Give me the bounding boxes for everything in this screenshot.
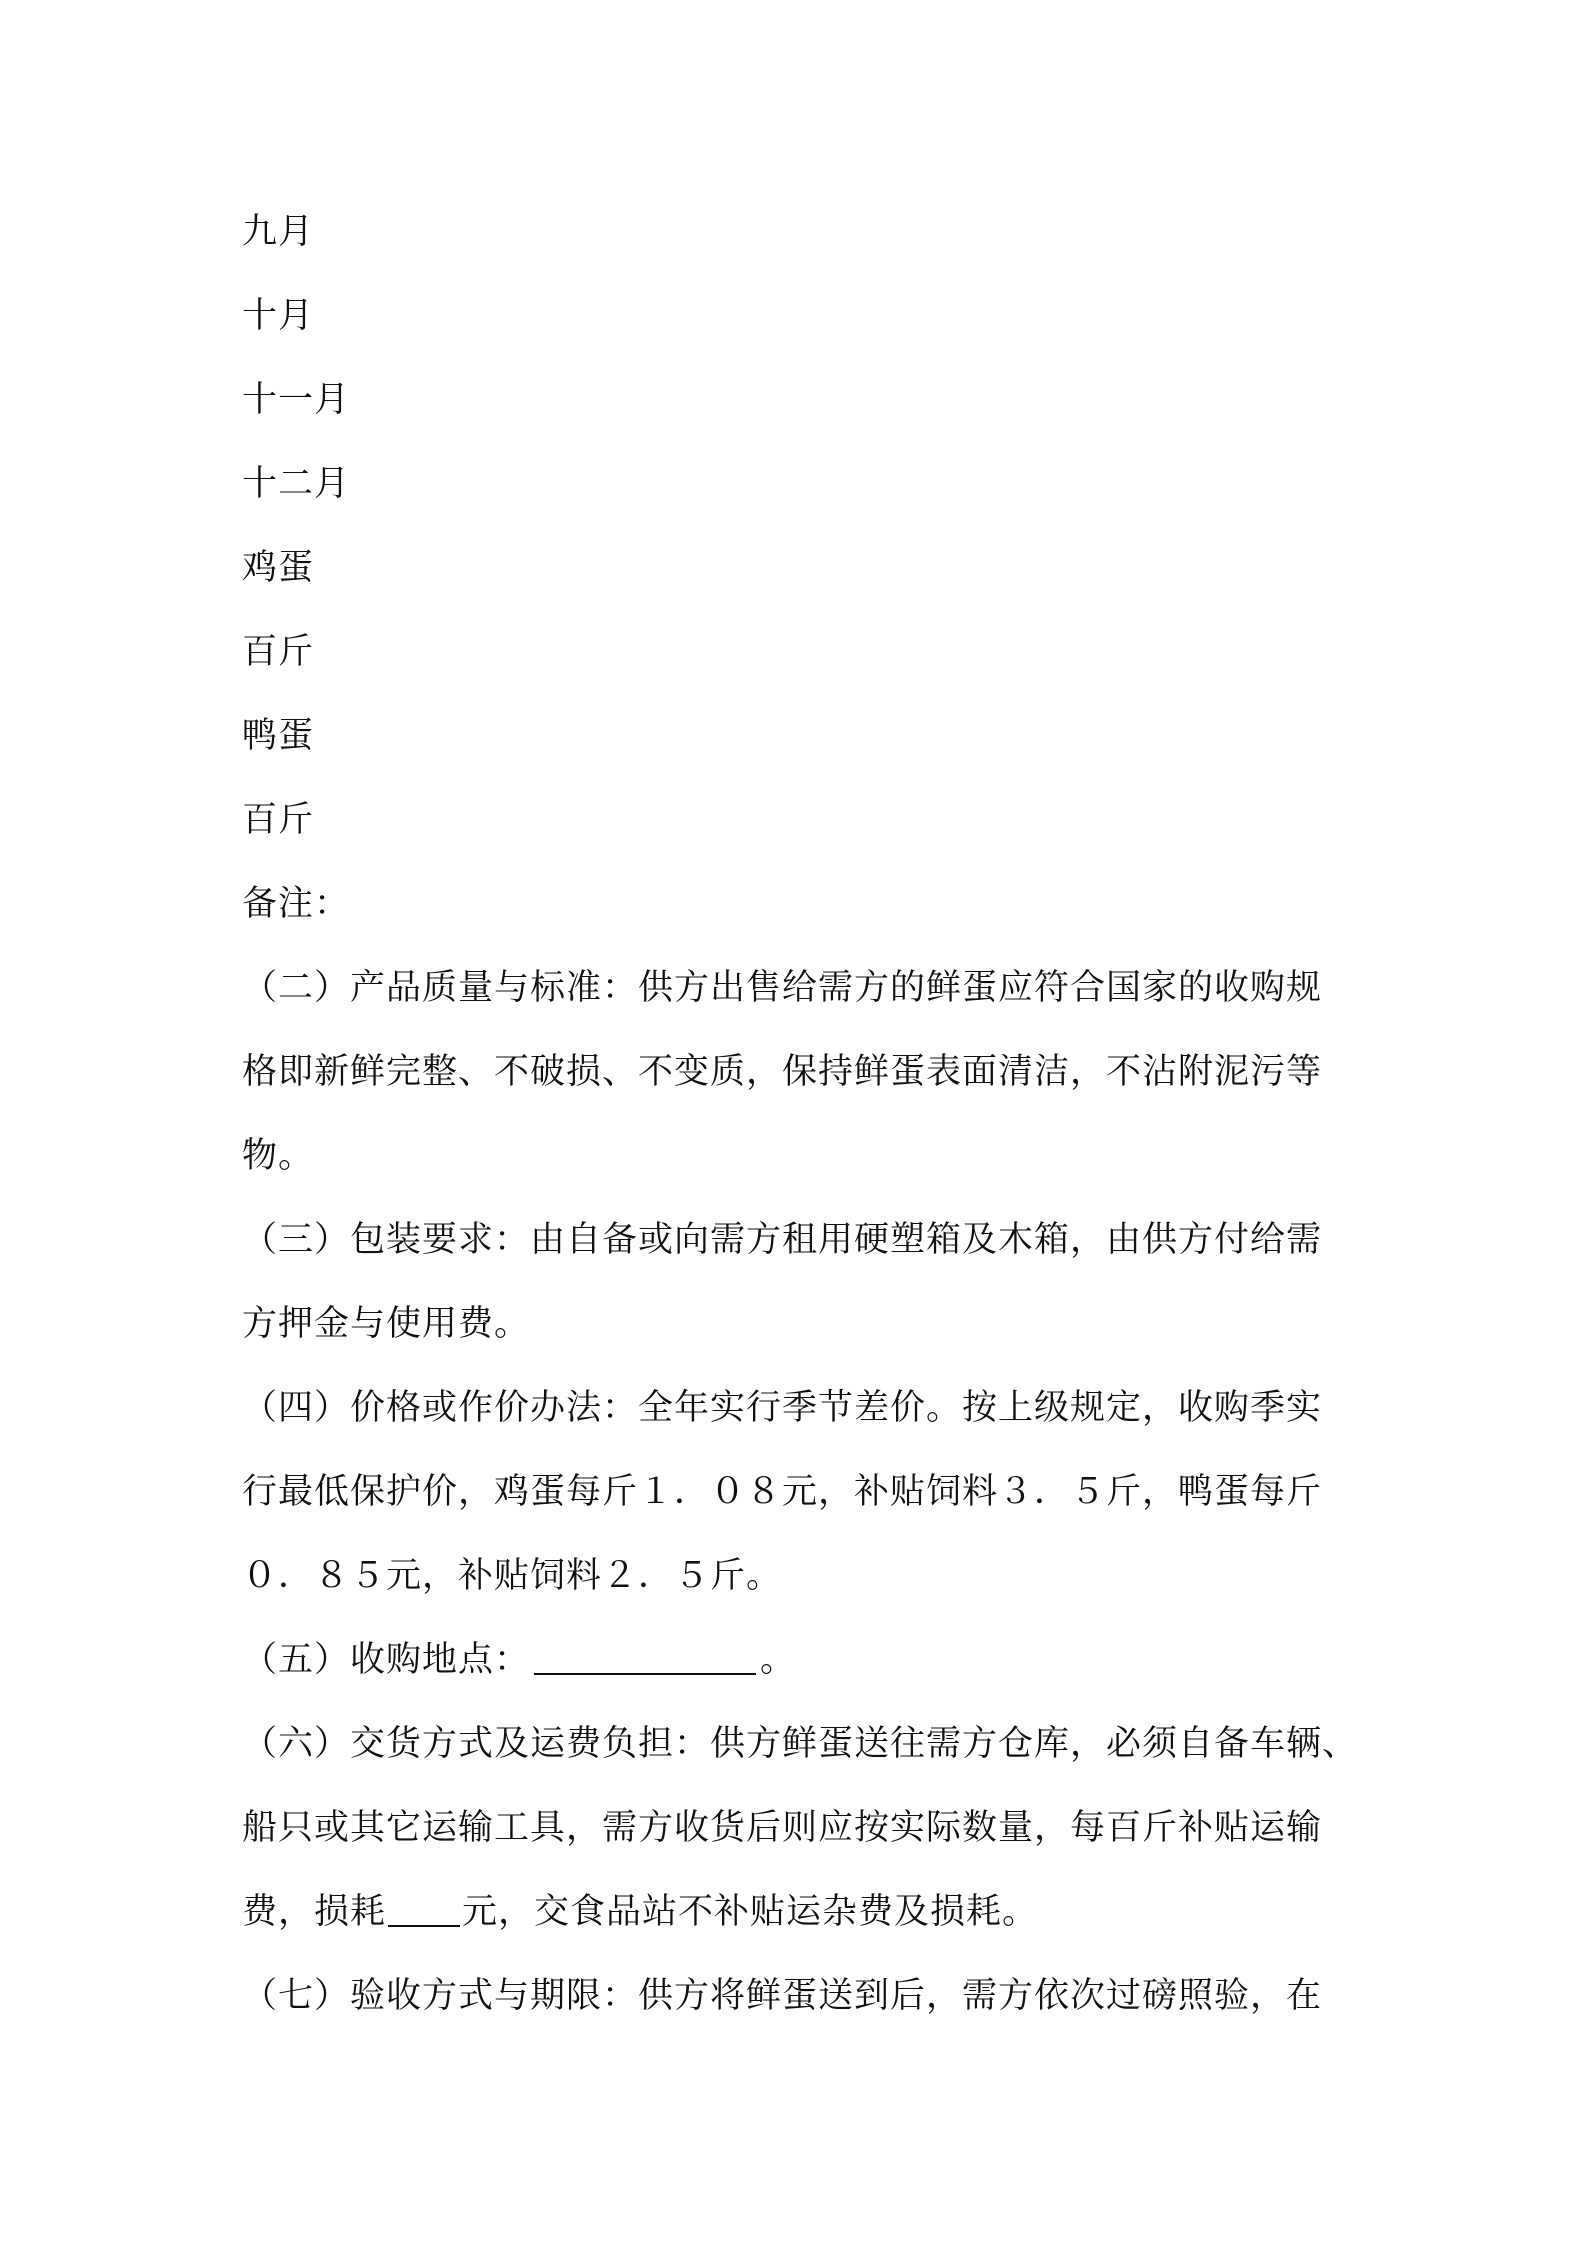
clause-line: 船只或其它运输工具，需方收货后则应按实际数量，每百斤补贴运输	[242, 1808, 1323, 1848]
loss-amount-blank-field	[388, 1891, 460, 1927]
month-row: 十二月	[242, 464, 351, 504]
clause-line: （七）验收方式与期限：供方将鲜蛋送到后，需方依次过磅照验，在	[242, 1976, 1323, 2016]
clause-line: 方押金与使用费。	[242, 1304, 531, 1344]
clause-line: （三）包装要求：由自备或向需方租用硬塑箱及木箱，由供方付给需	[242, 1220, 1323, 1260]
contract-text	[242, 190, 1362, 2038]
clause-line	[242, 1618, 1362, 1702]
clause-line: 物。	[242, 1136, 315, 1176]
clause-delivery	[242, 1702, 1362, 1954]
clause-packaging	[242, 1198, 1362, 1366]
clause-line: 格即新鲜完整、不破损、不变质，保持鲜蛋表面清洁，不沾附泥污等	[242, 1052, 1323, 1092]
clause-line	[242, 1870, 1362, 1954]
clause-purchase-location	[242, 1618, 1362, 1702]
clause-line: ０．８５元，补贴饲料２．５斤。	[242, 1556, 783, 1596]
clause-text: （五）收购地点：	[242, 1640, 531, 1680]
unit-row: 百斤	[242, 632, 315, 672]
clause-quality-standard	[242, 946, 1362, 1198]
clause-line: （二）产品质量与标准：供方出售给需方的鲜蛋应符合国家的收购规	[242, 968, 1323, 1008]
clause-text: 费，损耗	[242, 1892, 387, 1932]
clause-inspection	[242, 1954, 1362, 2038]
remark-label: 备注：	[242, 884, 351, 924]
month-row: 十月	[242, 296, 315, 336]
clause-text: 元，交食品站不补贴运杂费及损耗。	[462, 1892, 1039, 1932]
clause-text: 。	[760, 1640, 797, 1680]
clause-line: （四）价格或作价办法：全年实行季节差价。按上级规定，收购季实	[242, 1388, 1323, 1428]
unit-row: 百斤	[242, 800, 315, 840]
clause-pricing	[242, 1366, 1362, 1618]
clause-line: 行最低保护价，鸡蛋每斤１．０８元，补贴饲料３．５斤，鸭蛋每斤	[242, 1472, 1323, 1512]
month-row: 十一月	[242, 380, 351, 420]
product-row: 鸭蛋	[242, 716, 315, 756]
product-row: 鸡蛋	[242, 548, 315, 588]
clause-line: （六）交货方式及运费负担：供方鲜蛋送往需方仓库，必须自备车辆、	[242, 1724, 1359, 1764]
location-blank-field	[534, 1639, 756, 1675]
month-row: 九月	[242, 212, 315, 252]
